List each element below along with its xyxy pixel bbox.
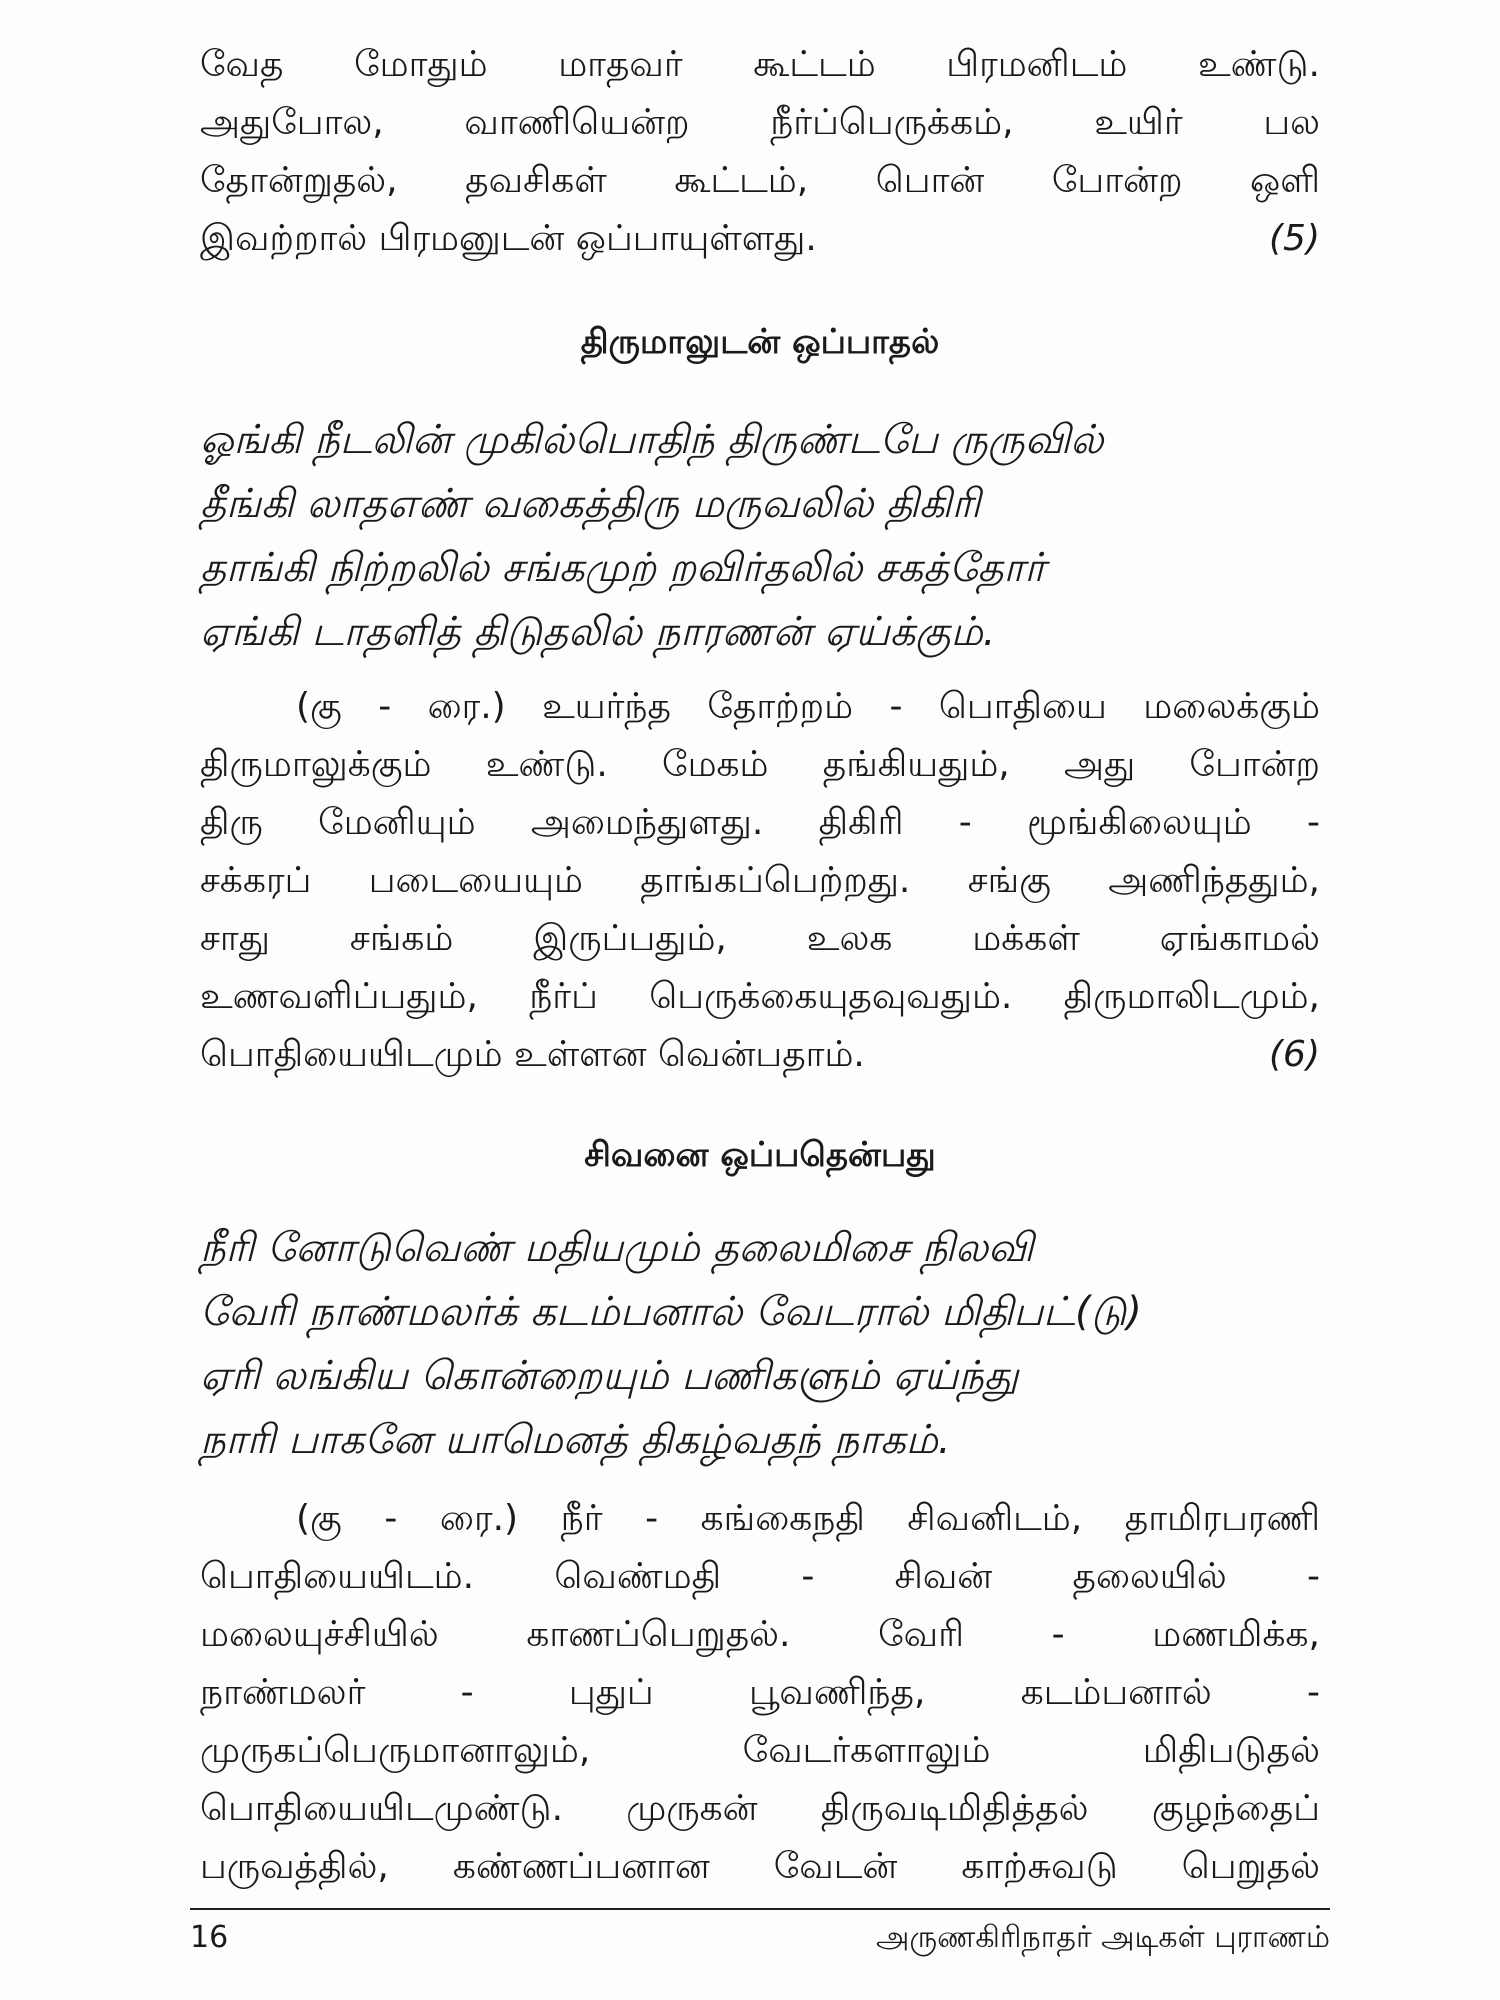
section-heading: திருமாலுடன் ஒப்பாதல் [580,322,940,362]
verse-line: ஓங்கி நீடலின் முகில்பொதிந் திருண்டபே ருருவில் [200,417,1104,463]
section-heading: சிவனை ஒப்பதென்பது [584,1135,936,1175]
text-line: சக்கரப் படையையும் தாங்கப்பெற்றது. சங்கு அணிந்ததும், [200,860,1320,901]
text-line: பொதியையிடம். வெண்மதி - சிவன் தலையில் - [200,1556,1320,1597]
text-line: (கு - ரை.) உயர்ந்த தோற்றம் - பொதியை மலைக்கும் [296,686,1320,727]
book-title: அருணகிரிநாதர் அடிகள் புராணம் [876,1920,1330,1955]
verse-number: (6) [1269,1034,1320,1075]
text-line: உணவளிப்பதும், நீர்ப் பெருக்கையுதவுவதும். திருமாலிடமும், [200,976,1320,1017]
verse-number: (5) [1269,218,1320,259]
verse-block-6 [200,408,1320,664]
verse-line: நாரி பாகனே யாமெனத் திகழ்வதந் நாகம். [200,1417,951,1463]
verse-line: தீங்கி லாதஎண் வகைத்திரு மருவலில் திகிரி [200,481,981,527]
text-line: நாண்மலர் - புதுப் பூவணிந்த, கடம்பனால் - [200,1672,1320,1713]
text-line-content: பொதியையிடமும் உள்ளன வென்பதாம். [200,1034,865,1075]
text-line: திருமாலுக்கும் உண்டு. மேகம் தங்கியதும், அது போன்ற [200,744,1320,785]
verse-line: ஏங்கி டாதளித் திடுதலில் நாரணன் ஏய்க்கும். [200,609,996,655]
verse-line: நீரி னோடுவெண் மதியமும் தலைமிசை நிலவி [200,1225,1034,1271]
text-line: அதுபோல, வாணியென்ற நீர்ப்பெருக்கம், உயிர் பல [200,102,1320,143]
text-line: (கு - ரை.) நீர் - கங்கைநதி சிவனிடம், தாமிரபரணி [296,1498,1320,1539]
page-number: 16 [190,1920,229,1955]
text-line: தோன்றுதல், தவசிகள் கூட்டம், பொன் போன்ற ஒளி [200,160,1320,201]
verse-line: ஏரி லங்கிய கொன்றையும் பணிகளும் ஏய்ந்து [200,1353,1019,1399]
text-line: முருகப்பெருமானாலும், வேடர்களாலும் மிதிபடுதல் [200,1730,1320,1771]
verse-line: தாங்கி நிற்றலில் சங்கமுற் றவிர்தலில் சகத்தோர் [200,545,1046,591]
text-line-last [200,1026,1320,1084]
footer-divider [190,1908,1330,1910]
commentary-paragraph-6 [200,678,1320,1084]
text-line: சாது சங்கம் இருப்பதும், உலக மக்கள் ஏங்காமல் [200,918,1320,959]
text-line: பொதியையிடமுண்டு. முருகன் திருவடிமிதித்தல் குழந்தைப் [200,1788,1320,1829]
page-footer [190,1920,1330,1959]
commentary-paragraph-5 [200,36,1320,268]
commentary-paragraph-7 [200,1490,1320,1896]
verse-line: வேரி நாண்மலர்க் கடம்பனால் வேடரால் மிதிபட்(டு) [200,1289,1142,1335]
text-line: மலையுச்சியில் காணப்பெறுதல். வேரி - மணமிக்க, [200,1614,1320,1655]
text-line-content: இவற்றால் பிரமனுடன் ஒப்பாயுள்ளது. [200,218,817,259]
text-line: பருவத்தில், கண்ணப்பனான வேடன் காற்சுவடு பெறுதல் [200,1846,1320,1887]
text-line: திரு மேனியும் அமைந்துளது. திகிரி - மூங்கிலையும் - [200,802,1320,843]
verse-block-7 [200,1216,1320,1472]
text-line: வேத மோதும் மாதவர் கூட்டம் பிரமனிடம் உண்டு. [200,44,1320,85]
text-line-last [200,210,1320,268]
